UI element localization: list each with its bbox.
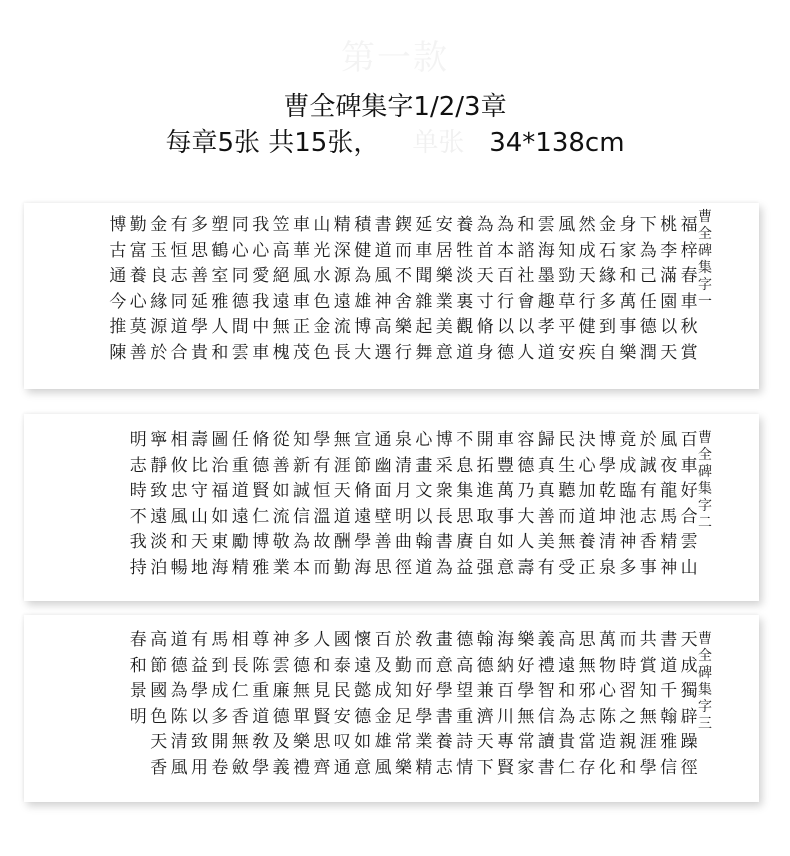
calligraphy-panel-2 — [24, 414, 759, 601]
inscription-char: 全 — [698, 447, 712, 463]
subtitle-count: 每章5张 共15张， — [165, 128, 380, 158]
inscription-char: 字 — [698, 498, 712, 514]
inscription-column — [695, 209, 715, 311]
calligraphy-row: 志靜攸比治重德善新有涯節幽清畫采息拓豐德真生心學成誠夜車 — [129, 455, 701, 476]
inscription-char: 全 — [698, 648, 712, 664]
inscription-char: 曹 — [698, 631, 712, 647]
calligraphy-rows — [130, 628, 701, 781]
subtitle-size: 34*138cm — [489, 128, 625, 158]
calligraphy-row: 天清致開無敎及樂思叹如雄常業養詩天專常讀貴當造親涯雅躁 — [150, 732, 701, 752]
inscription-char: 碑 — [698, 243, 712, 259]
inscription-char: 集 — [698, 481, 712, 497]
calligraphy-row: 通養良志善室同愛絕風水源為風不聞樂淡天百社墨勁天緣和己滿春 — [109, 266, 701, 286]
inscription-char: 曹 — [698, 430, 712, 446]
inscription-char: 集 — [698, 260, 712, 276]
inscription-char: 三 — [698, 716, 712, 732]
inscription-char: 全 — [698, 226, 712, 242]
inscription-char: 碑 — [698, 665, 712, 681]
calligraphy-row: 時致忠守福道賢如誠恒天脩面月文衆集進萬乃真聽加乾臨有龍好 — [129, 481, 701, 501]
calligraphy-rows — [109, 213, 701, 366]
calligraphy-row: 不遠風山如遠仁流信溫道遠壁明以長思取事大善而道坤池志馬合 — [129, 506, 701, 527]
header-title: 曹全碑集字1/2/3章 — [283, 92, 507, 122]
calligraphy-row: 我淡和天東勵博敬為故酬學善曲翰書賡自如人美無養清神香精雲 — [129, 532, 701, 552]
calligraphy-row: 明色陈以多香道德單賢安德金足學書重濟川無信為志陈之無翰辟 — [129, 706, 701, 727]
inscription-char: 一 — [698, 294, 712, 310]
inscription-char: 集 — [698, 682, 712, 698]
header-subtitle — [0, 122, 790, 159]
calligraphy-row: 景國為學成仁重廉無見民懿成知好學望兼百學智和邪心習知千獨 — [129, 681, 701, 701]
inscription-char: 碑 — [698, 464, 712, 480]
calligraphy-row: 持泊暢地海精雅業本而勤海思徑道為益强意壽有受正泉多事神山 — [129, 557, 701, 578]
calligraphy-rows — [130, 428, 701, 581]
calligraphy-row: 和節德益到長陈雲德和泰遠及勤而意高德納好禮遠無物時賞道成 — [129, 655, 701, 676]
calligraphy-row: 香風用卷斂學義禮齊通意風樂精志情下賢家書仁存化和學信徑 — [150, 757, 701, 778]
inscription-column — [695, 631, 715, 733]
calligraphy-panel-1 — [24, 203, 759, 389]
calligraphy-row: 明寧相壽圖任脩從知學無宣通泉心博不開車容歸民決博竟於風百 — [129, 430, 701, 450]
calligraphy-panel-3 — [24, 615, 759, 802]
calligraphy-row: 陳善於合貴和雲車槐茂色長大選行舞意道身德人道安疾自樂潤天賞 — [109, 342, 701, 363]
inscription-char: 字 — [698, 277, 712, 293]
calligraphy-row: 古富玉恒思鶴心心高華光深健道而車居牲首本諮海知成石家為李梓 — [109, 240, 701, 261]
header-ghost-label: 第一款 — [341, 38, 449, 78]
calligraphy-row: 春高道有馬相尊神多人國懷百於敎畫德翰海樂義高思萬而共書天 — [129, 630, 701, 650]
calligraphy-row: 博勤金有多塑同我笠車山精積書鍥延安養為為和雲風然金身下桃福 — [109, 215, 701, 235]
calligraphy-row: 今心緣同延雅德我遠車色遠雄神舍雜業裏寸行會趣草行多萬任園車 — [109, 291, 701, 312]
inscription-column — [695, 430, 715, 532]
subtitle-ghost: 单张 — [412, 128, 465, 158]
calligraphy-row: 推莫源道學人間中無正金流博高樂起美觀脩以以孝平健到事德以秋 — [109, 317, 701, 337]
inscription-char: 二 — [698, 515, 712, 531]
inscription-char: 字 — [698, 699, 712, 715]
inscription-char: 曹 — [698, 209, 712, 225]
